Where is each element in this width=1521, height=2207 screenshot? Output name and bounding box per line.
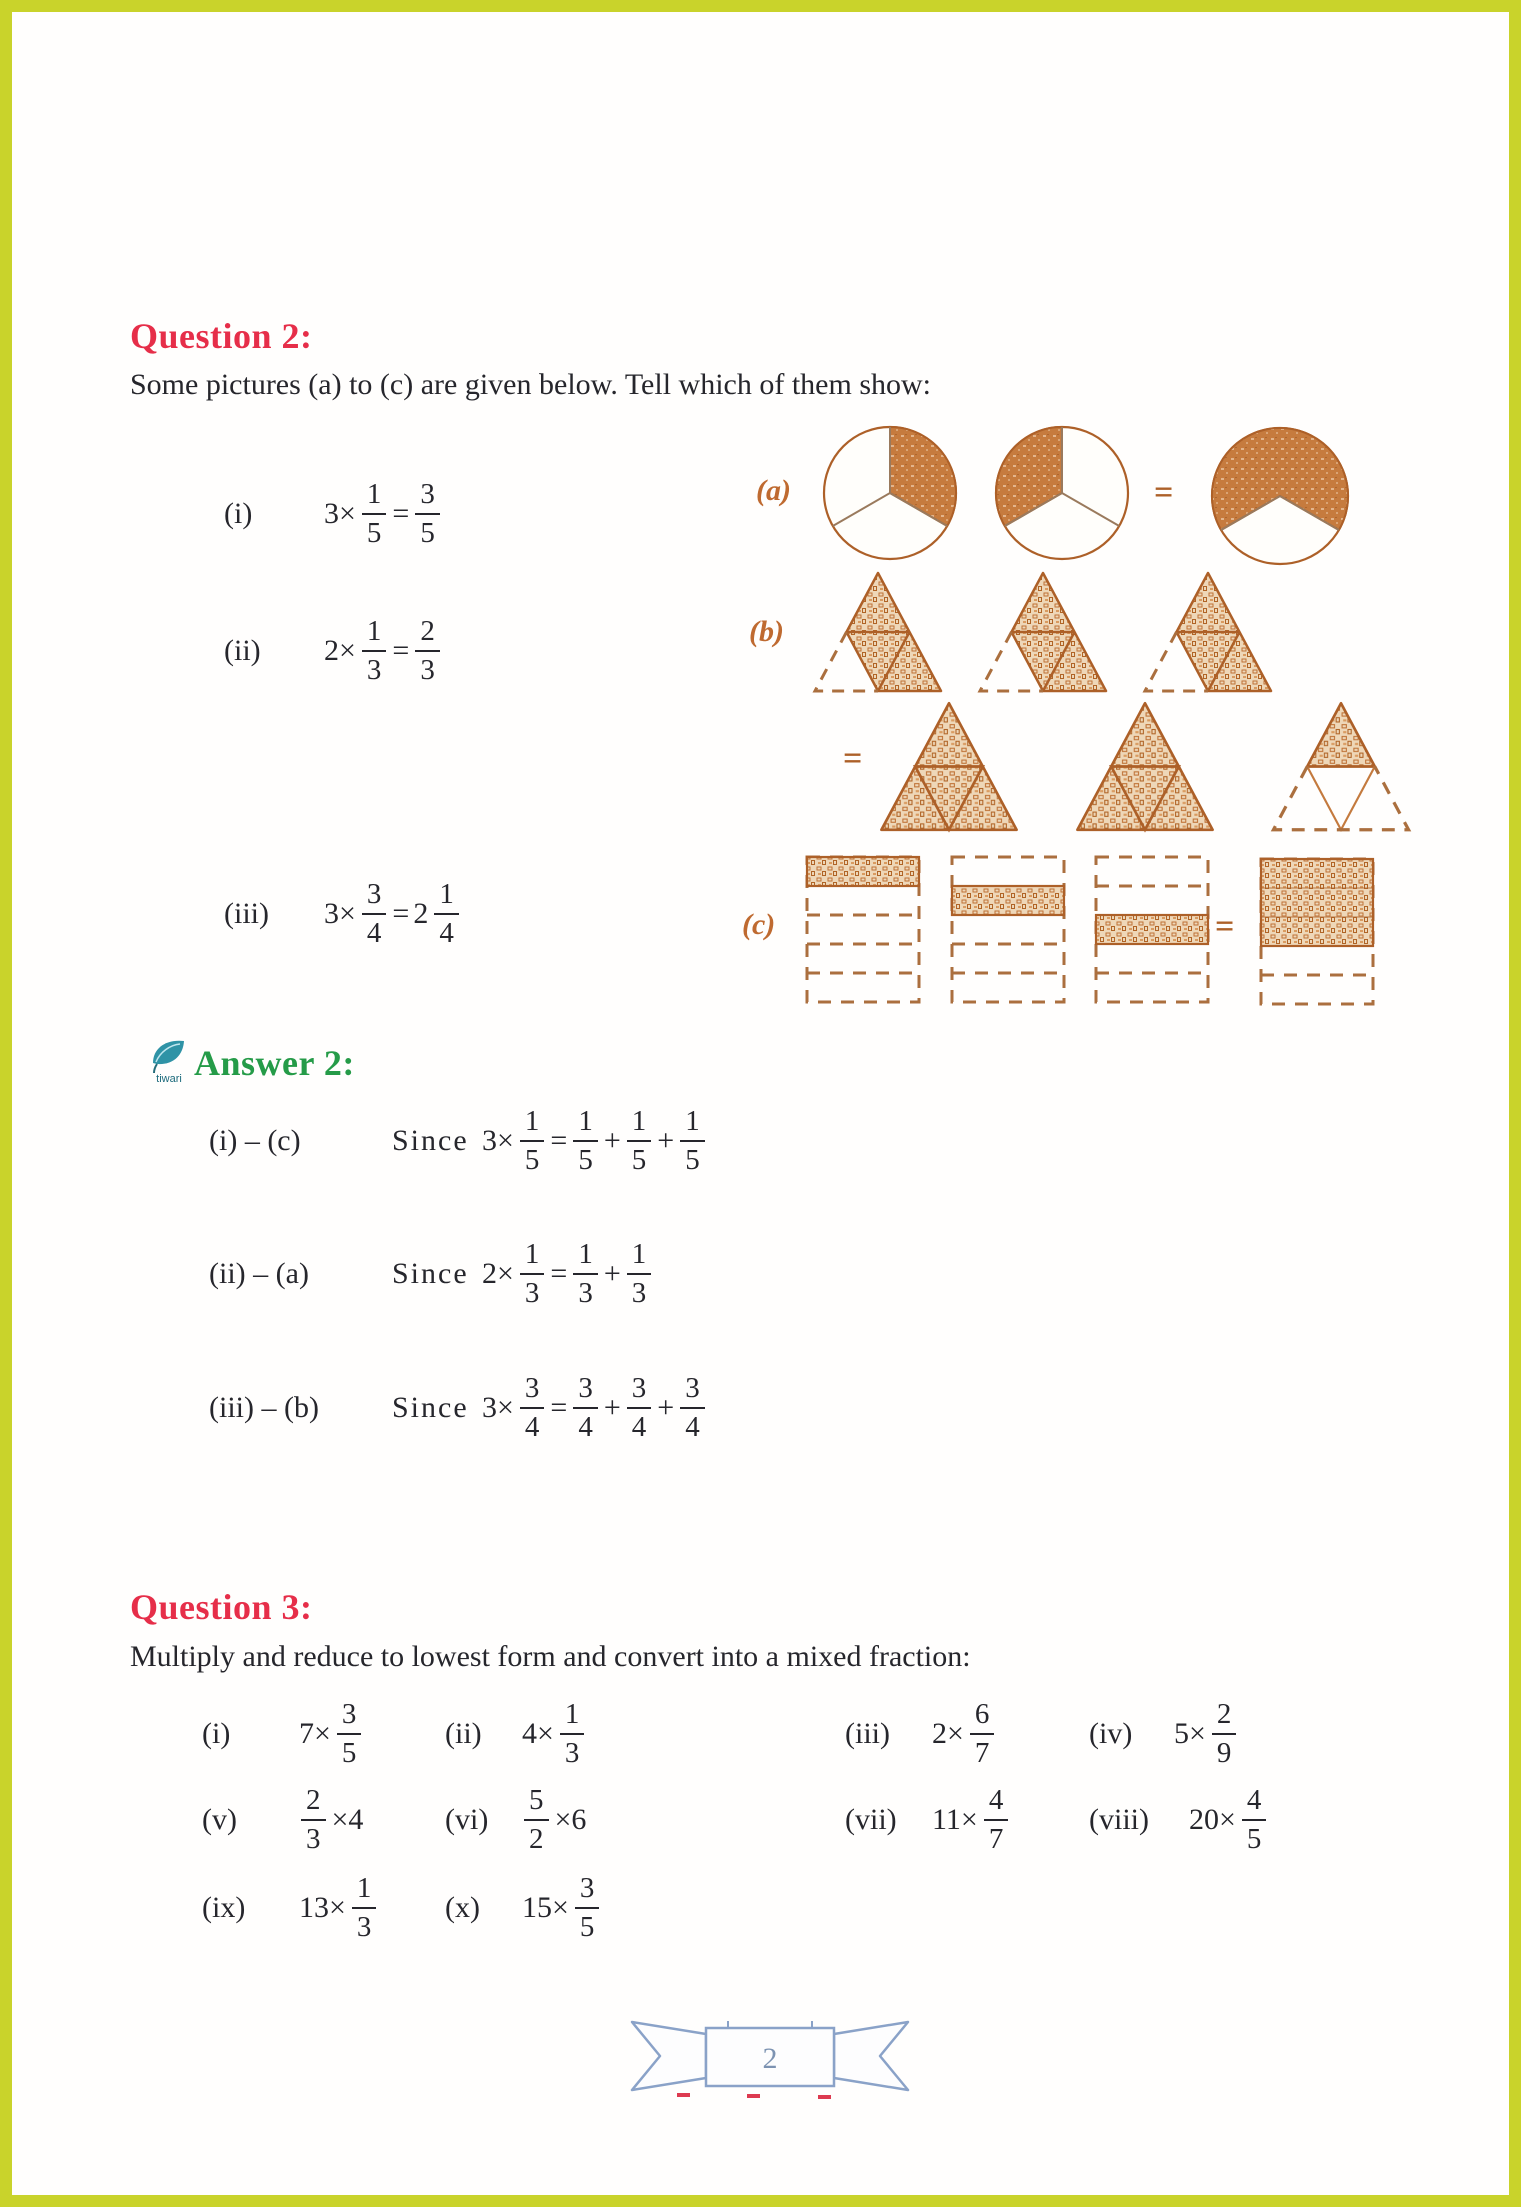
answer-row-2 — [12, 1230, 1509, 1318]
figure-b-equals: = — [843, 740, 863, 777]
answer-row-2-math: 2× $\frac{1}{3}$ = $\frac{1}{3}$ + $\frac{1}{3}$ — [480, 1240, 655, 1308]
shaded-strip — [952, 886, 1064, 915]
question3-intro: Multiply and reduce to lowest form and convert into a mixed fraction: — [130, 1640, 971, 1673]
logo-text: tiwari — [156, 1073, 182, 1085]
q3-row-3 — [12, 1866, 1509, 1950]
triangle-three-quarter-1 — [812, 570, 944, 694]
q3-item-iv-label: (iv) — [1089, 1717, 1133, 1750]
q3-item-vii-label: (vii) — [845, 1803, 897, 1836]
q3-item-i-label: (i) — [202, 1717, 231, 1750]
q2-item-i-label: (i) — [224, 497, 253, 530]
question3-heading: Question 3: — [130, 1587, 313, 1627]
q3-item-v-label: (v) — [202, 1803, 237, 1836]
question2-heading: Question 2: — [130, 316, 313, 356]
footer-dash-2 — [747, 2094, 760, 2098]
q2-item-ii-label: (ii) — [224, 634, 261, 667]
shaded-strip — [1096, 915, 1208, 944]
q3-item-x-math: 15× $\frac{3}{5}$ — [520, 1874, 603, 1942]
q3-item-viii-math: 20× $\frac{4}{5}$ — [1187, 1786, 1270, 1854]
strip-rect-2 — [950, 855, 1066, 1004]
shaded-strip — [1261, 859, 1373, 946]
q3-item-vi-label: (vi) — [445, 1803, 489, 1836]
figure-c-label: (c) — [742, 908, 776, 941]
q2-item-iii-label: (iii) — [224, 897, 269, 930]
q3-row-2 — [12, 1778, 1509, 1862]
q3-row-1 — [12, 1692, 1509, 1776]
answer2-heading: Answer 2: — [194, 1043, 355, 1083]
tiwari-logo-icon — [146, 1034, 192, 1086]
triangle-full-2 — [1074, 700, 1216, 833]
q3-item-i-math: 7× $\frac{3}{5}$ — [297, 1700, 365, 1768]
q3-item-iv-math: 5× $\frac{2}{9}$ — [1172, 1700, 1240, 1768]
answer-row-3-since: Since — [392, 1391, 469, 1424]
ribbon-left-wing — [632, 2022, 706, 2090]
strip-rect-3 — [1094, 855, 1210, 1004]
strip-rect-1 — [805, 855, 921, 1004]
q2-item-ii-math: 2× $\frac{1}{3}$ = $\frac{2}{3}$ — [322, 617, 444, 685]
q3-item-ii-label: (ii) — [445, 1717, 482, 1750]
triangle-full-1 — [878, 700, 1020, 833]
footer-dash-1 — [677, 2093, 690, 2097]
figure-a-equals: = — [1154, 474, 1174, 511]
q3-item-ix-label: (ix) — [202, 1891, 246, 1924]
q3-item-viii-label: (viii) — [1089, 1803, 1149, 1836]
q3-item-iii-math: 2× $\frac{6}{7}$ — [930, 1700, 998, 1768]
circle-figure-1 — [822, 425, 958, 561]
q3-item-vii-math: 11× $\frac{4}{7}$ — [930, 1786, 1012, 1854]
q3-item-v-math: $\frac{2}{3}$ ×4 — [297, 1786, 365, 1854]
shaded-strip — [807, 857, 919, 886]
footer-dash-3 — [818, 2095, 831, 2099]
shaded-region — [1307, 703, 1375, 766]
answer-row-1 — [12, 1097, 1509, 1185]
ribbon-right-wing — [834, 2022, 908, 2090]
strip-rect-result — [1259, 857, 1375, 1006]
triangle-three-quarter-3 — [1142, 570, 1274, 694]
page-number-ribbon — [620, 2014, 920, 2099]
answer-row-1-label: (i) – (c) — [209, 1124, 301, 1157]
triangle-three-quarter-2 — [977, 570, 1109, 694]
answer-row-1-math: 3× $\frac{1}{5}$ = $\frac{1}{5}$ + $\frac{1}{5}$ + $\frac{1}{5}$ — [480, 1107, 709, 1175]
answer-row-3 — [12, 1364, 1509, 1452]
answer-row-2-since: Since — [392, 1257, 469, 1290]
answer-row-3-label: (iii) – (b) — [209, 1391, 319, 1424]
answer-row-3-math: 3× $\frac{3}{4}$ = $\frac{3}{4}$ + $\frac{3}{4}$ + $\frac{3}{4}$ — [480, 1374, 709, 1442]
question2-intro: Some pictures (a) to (c) are given below. Tell which of them show: — [130, 368, 932, 401]
answer-row-2-label: (ii) – (a) — [209, 1257, 309, 1290]
figure-b-label: (b) — [749, 615, 784, 648]
q3-item-ii-math: 4× $\frac{1}{3}$ — [520, 1700, 588, 1768]
triangle-quarter-shaded — [1270, 700, 1412, 833]
circle-figure-3 — [1210, 426, 1350, 566]
q3-item-iii-label: (iii) — [845, 1717, 890, 1750]
circle-figure-2 — [994, 425, 1130, 561]
figure-a-label: (a) — [756, 474, 791, 507]
q2-item-i-math: 3× $\frac{1}{5}$ = $\frac{3}{5}$ — [322, 480, 444, 548]
page-number: 2 — [762, 2042, 778, 2075]
q3-item-x-label: (x) — [445, 1891, 480, 1924]
q3-item-ix-math: 13× $\frac{1}{3}$ — [297, 1874, 380, 1942]
answer-row-1-since: Since — [392, 1124, 469, 1157]
q3-item-vi-math: $\frac{5}{2}$ ×6 — [520, 1786, 588, 1854]
q2-item-iii-math: 3× $\frac{3}{4}$ = 2 $\frac{1}{4}$ — [322, 880, 463, 948]
figure-c-equals: = — [1215, 908, 1235, 945]
